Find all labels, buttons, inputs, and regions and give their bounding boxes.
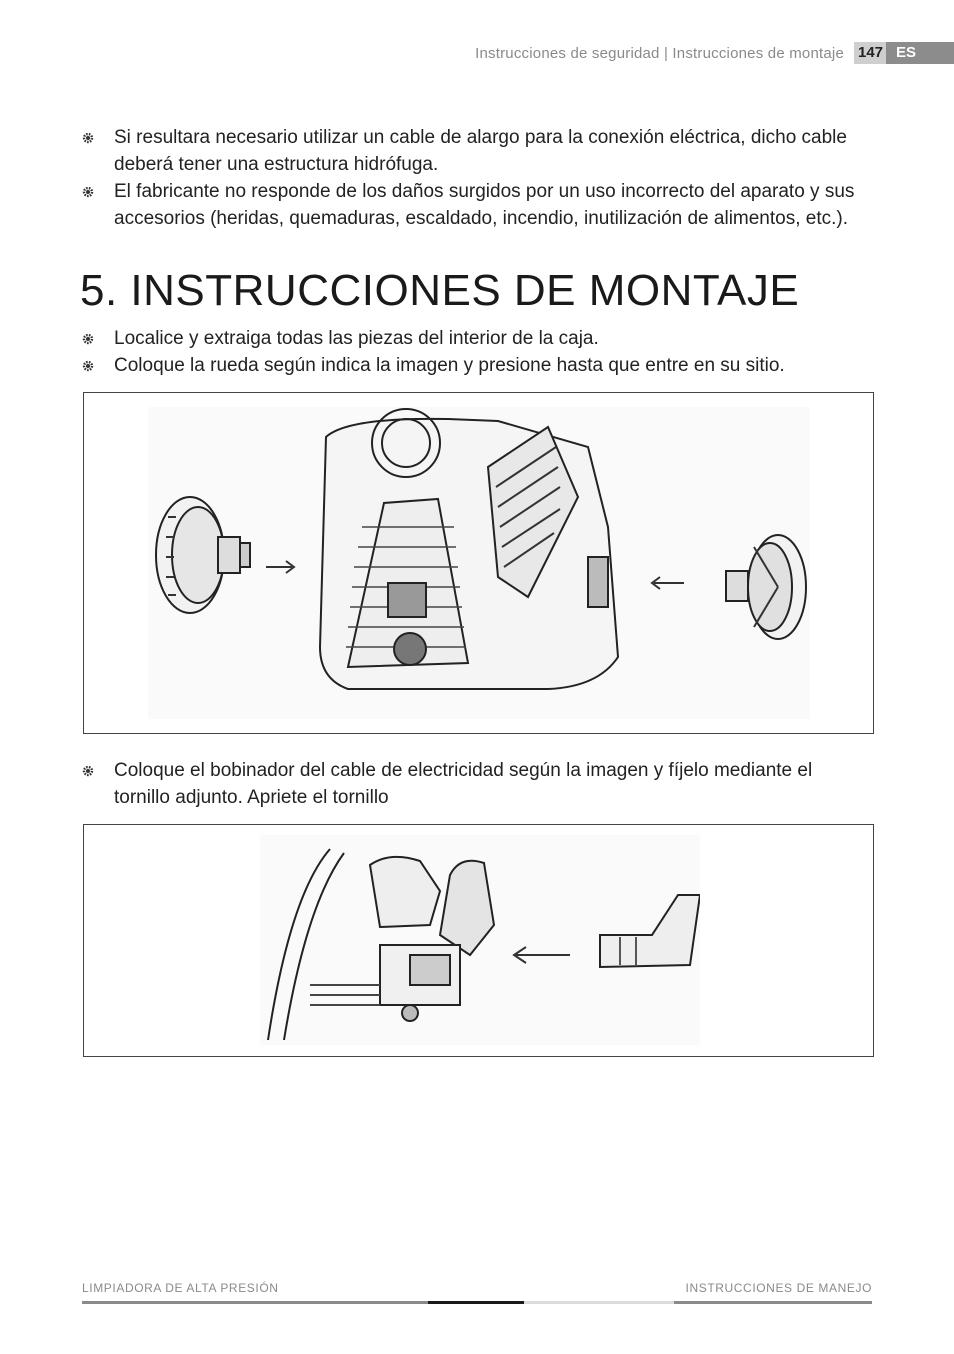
- list-item: [82, 757, 872, 811]
- list-item: [82, 124, 872, 178]
- assembly-bullet-list: [82, 325, 872, 379]
- cable-reel-bullet-list: [82, 757, 872, 811]
- list-item: [82, 178, 872, 232]
- bullet-text: Si resultara necesario utilizar un cable de alargo para la conexión eléctrica, dicho cable deberá tener una estructura hidrófuga.: [114, 127, 847, 175]
- list-item: [82, 352, 872, 379]
- gear-bullet-icon: [82, 186, 94, 198]
- page-number: 147: [854, 42, 886, 64]
- footer-product-name: LIMPIADORA DE ALTA PRESIÓN: [82, 1281, 279, 1295]
- gear-bullet-icon: [82, 360, 94, 372]
- language-badge: ES: [886, 42, 954, 64]
- footer-divider: [524, 1301, 674, 1304]
- footer-manual-name: INSTRUCCIONES DE MANEJO: [685, 1281, 872, 1295]
- gear-bullet-icon: [82, 765, 94, 777]
- list-item: [82, 325, 872, 352]
- bullet-text: Localice y extraiga todas las piezas del interior de la caja.: [114, 328, 599, 349]
- wheel-assembly-illustration: [148, 407, 810, 719]
- cable-reel-illustration: [260, 835, 700, 1045]
- footer-divider: [428, 1301, 524, 1304]
- gear-bullet-icon: [82, 333, 94, 345]
- page-header: [475, 42, 954, 64]
- bullet-text: Coloque la rueda según indica la imagen y presione hasta que entre en su sitio.: [114, 355, 785, 376]
- section-title: 5. INSTRUCCIONES DE MONTAJE: [80, 266, 800, 315]
- bullet-text: El fabricante no responde de los daños surgidos por un uso incorrecto del aparato y sus accesorios (heridas, quemaduras, escaldado, incendio, inutilización de alimentos, etc.).: [114, 181, 855, 229]
- footer-divider: [674, 1301, 872, 1304]
- bullet-text: Coloque el bobinador del cable de electricidad según la imagen y fíjelo mediante el tornillo adjunto. Apriete el tornillo: [114, 760, 813, 808]
- washer-body-drawing: [320, 409, 618, 689]
- header-breadcrumb: Instrucciones de seguridad | Instrucciones de montaje: [475, 44, 844, 62]
- footer-divider: [82, 1301, 428, 1304]
- wheel-assembly-figure: [83, 392, 874, 734]
- gear-bullet-icon: [82, 132, 94, 144]
- cable-reel-figure: [83, 824, 874, 1057]
- safety-bullet-list: [82, 124, 872, 232]
